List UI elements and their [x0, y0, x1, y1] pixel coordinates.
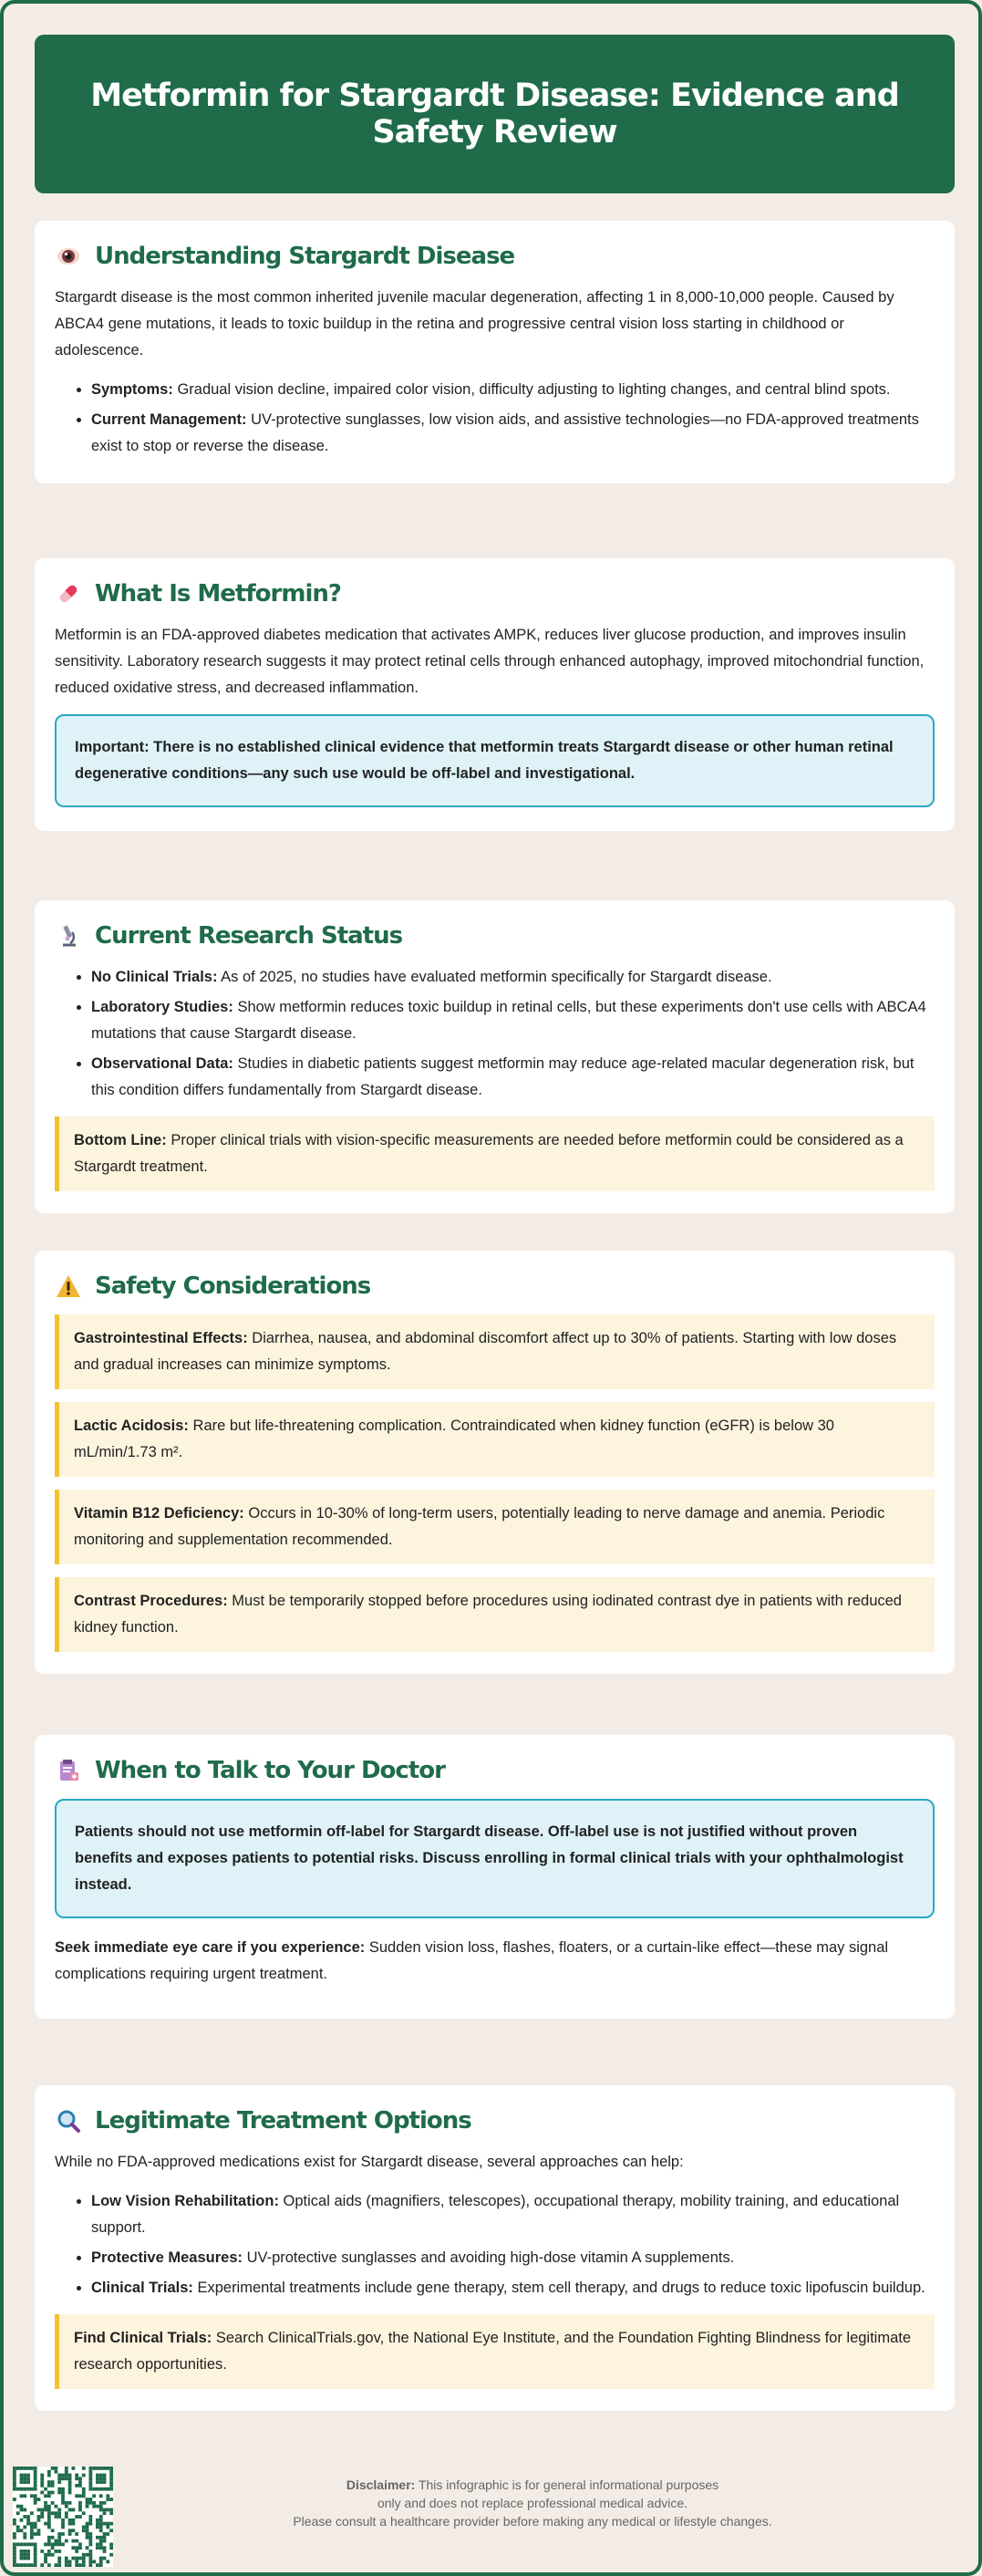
bottom-line-note: [55, 1117, 935, 1191]
important-callout: [55, 714, 935, 807]
disclaimer-line-1: [186, 2476, 879, 2494]
item-text: UV-protective sunglasses, low vision aids, and assistive technologies—no FDA-approved treatments exist to stop or reverse the disease.: [91, 411, 919, 454]
safety-item: [55, 1577, 935, 1652]
section-intro: While no FDA-approved medications exist for Stargardt disease, several approaches can help:: [55, 2154, 684, 2170]
section-title: Safety Considerations: [95, 1272, 371, 1300]
item-text: Occurs in 10-30% of long-term users, potentially leading to nerve damage and anemia. Periodic monitoring and supplementation recommended.: [74, 1505, 885, 1548]
item-label: Vitamin B12 Deficiency:: [74, 1505, 244, 1522]
disclaimer-line-3: Please consult a healthcare provider before making any medical or lifestyle changes.: [293, 2514, 772, 2529]
card-title-row: [55, 1757, 935, 1784]
item-label: Clinical Trials:: [91, 2280, 193, 2296]
safety-text: [74, 1588, 920, 1641]
disclaimer-line-2: only and does not replace professional medical advice.: [377, 2496, 688, 2510]
safety-item: [55, 1314, 935, 1389]
callout-text: Patients should not use metformin off-label for Stargardt disease. Off-label use is not justified without proven benefits and exposes patients to potential risks. Discuss enrolling in formal clinical trials with your ophthalmologist instead.: [75, 1823, 904, 1893]
section-intro: Stargardt disease is the most common inherited juvenile macular degeneration, affecting 1 in 8,000-10,000 people. Caused by ABCA4 gene mutations, it leads to toxic buildup in the retina and progressive central vision loss starting in childhood or adolescence.: [55, 289, 894, 358]
important-callout: [55, 1799, 935, 1918]
bullet-list: [55, 2188, 935, 2301]
item-label: Current Management:: [91, 411, 247, 428]
disclaimer-text: This infographic is for general informational purposes: [415, 2477, 719, 2492]
item-text: UV-protective sunglasses and avoiding high-dose vitamin A supplements.: [243, 2249, 735, 2266]
list-item: [91, 407, 935, 460]
note-text: [74, 2325, 920, 2378]
item-label: Protective Measures:: [91, 2249, 243, 2266]
qr-code[interactable]: [13, 2467, 113, 2567]
seek-label: Seek immediate eye care if you experience:: [55, 1939, 366, 1956]
magnifier-icon: [55, 2107, 82, 2135]
note-body: Search ClinicalTrials.gov, the National Eye Institute, and the Foundation Fighting Blindness for legitimate research opportunities.: [74, 2330, 912, 2373]
note-text: [74, 1127, 920, 1180]
item-text: Experimental treatments include gene therapy, stem cell therapy, and drugs to reduce toxic lipofuscin buildup.: [192, 2280, 925, 2296]
list-item: [91, 2245, 935, 2271]
item-label: Contrast Procedures:: [74, 1593, 228, 1609]
card-title-row: [55, 580, 935, 608]
item-label: Observational Data:: [91, 1055, 233, 1072]
card-metformin: [35, 558, 955, 831]
item-text: Rare but life-threatening complication. Contraindicated when kidney function (eGFR) is below 30 mL/min/1.73 m².: [74, 1418, 834, 1460]
safety-item: [55, 1402, 935, 1477]
card-safety: [35, 1251, 955, 1674]
card-title-row: [55, 243, 935, 270]
section-title: What Is Metformin?: [95, 580, 341, 608]
card-options: [35, 2085, 955, 2411]
card-title-row: [55, 2107, 935, 2135]
item-text: As of 2025, no studies have evaluated metformin specifically for Stargardt disease.: [217, 969, 772, 985]
item-text: Show metformin reduces toxic buildup in retinal cells, but these experiments don't use cells with ABCA4 mutations that cause Stargardt disease.: [91, 999, 926, 1042]
seek-care-text: [55, 1935, 935, 1988]
safety-item: [55, 1490, 935, 1564]
item-label: Lactic Acidosis:: [74, 1418, 189, 1434]
card-title-row: [55, 1272, 935, 1300]
item-label: Symptoms:: [91, 381, 173, 398]
item-label: No Clinical Trials:: [91, 969, 218, 985]
bullet-list: [55, 377, 935, 460]
find-trials-note: [55, 2314, 935, 2389]
card-research: [35, 900, 955, 1213]
note-label: Bottom Line:: [74, 1132, 167, 1148]
item-text: Studies in diabetic patients suggest metformin may reduce age-related macular degeneration risk, but this condition differs fundamentally from Stargardt disease.: [91, 1055, 915, 1098]
bullet-list: [55, 964, 935, 1104]
item-text: Gradual vision decline, impaired color vision, difficulty adjusting to lighting changes, and central blind spots.: [172, 381, 891, 398]
list-item: [91, 1051, 935, 1104]
list-item: [91, 377, 935, 403]
item-text: Must be temporarily stopped before procedures using iodinated contrast dye in patients with reduced kidney function.: [74, 1593, 902, 1636]
list-item: [91, 2188, 935, 2241]
footer: [4, 2467, 982, 2567]
section-title: Legitimate Treatment Options: [95, 2107, 471, 2135]
item-label: Gastrointestinal Effects:: [74, 1330, 248, 1346]
safety-text: [74, 1501, 920, 1553]
section-intro: Metformin is an FDA-approved diabetes medication that activates AMPK, reduces liver glucose production, and improves insulin sensitivity. Laboratory research suggests it may protect retinal cells through enhanced autophagy, improved mitochondrial function, reduced oxidative stress, and decreased inflammation.: [55, 627, 925, 696]
card-title-row: [55, 922, 935, 950]
pill-icon: [55, 580, 82, 608]
list-item: [91, 964, 935, 991]
section-title: Current Research Status: [95, 922, 403, 950]
section-title: When to Talk to Your Doctor: [95, 1757, 445, 1784]
seek-body: Sudden vision loss, flashes, floaters, or a curtain-like effect—these may signal complications requiring urgent treatment.: [55, 1939, 889, 1982]
safety-text: [74, 1325, 920, 1378]
item-label: Laboratory Studies:: [91, 999, 233, 1015]
header-banner: [35, 35, 955, 193]
item-text: Optical aids (magnifiers, telescopes), occupational therapy, mobility training, and educational support.: [91, 2193, 900, 2236]
list-item: [91, 2275, 935, 2301]
disclaimer-label: Disclaimer:: [346, 2477, 416, 2492]
clipboard-icon: [55, 1757, 82, 1784]
section-title: Understanding Stargardt Disease: [95, 243, 515, 270]
disclaimer: [186, 2476, 879, 2530]
microscope-icon: [55, 922, 82, 950]
callout-text: Important: There is no established clinical evidence that metformin treats Stargardt disease or other human retinal degenerative conditions—any such use would be off-label and investigational.: [75, 739, 894, 782]
note-body: Proper clinical trials with vision-specific measurements are needed before metformin could be considered as a Stargardt treatment.: [74, 1132, 904, 1175]
page-title: Metformin for Stargardt Disease: Evidence and Safety Review: [90, 78, 899, 151]
item-text: Diarrhea, nausea, and abdominal discomfort affect up to 30% of patients. Starting with low doses and gradual increases can minimize symptoms.: [74, 1330, 897, 1373]
warning-icon: [55, 1272, 82, 1300]
card-doctor: [35, 1735, 955, 2019]
safety-text: [74, 1413, 920, 1466]
list-item: [91, 994, 935, 1047]
card-understanding: [35, 221, 955, 483]
note-label: Find Clinical Trials:: [74, 2330, 212, 2346]
item-label: Low Vision Rehabilitation:: [91, 2193, 279, 2209]
eye-icon: [55, 243, 82, 270]
